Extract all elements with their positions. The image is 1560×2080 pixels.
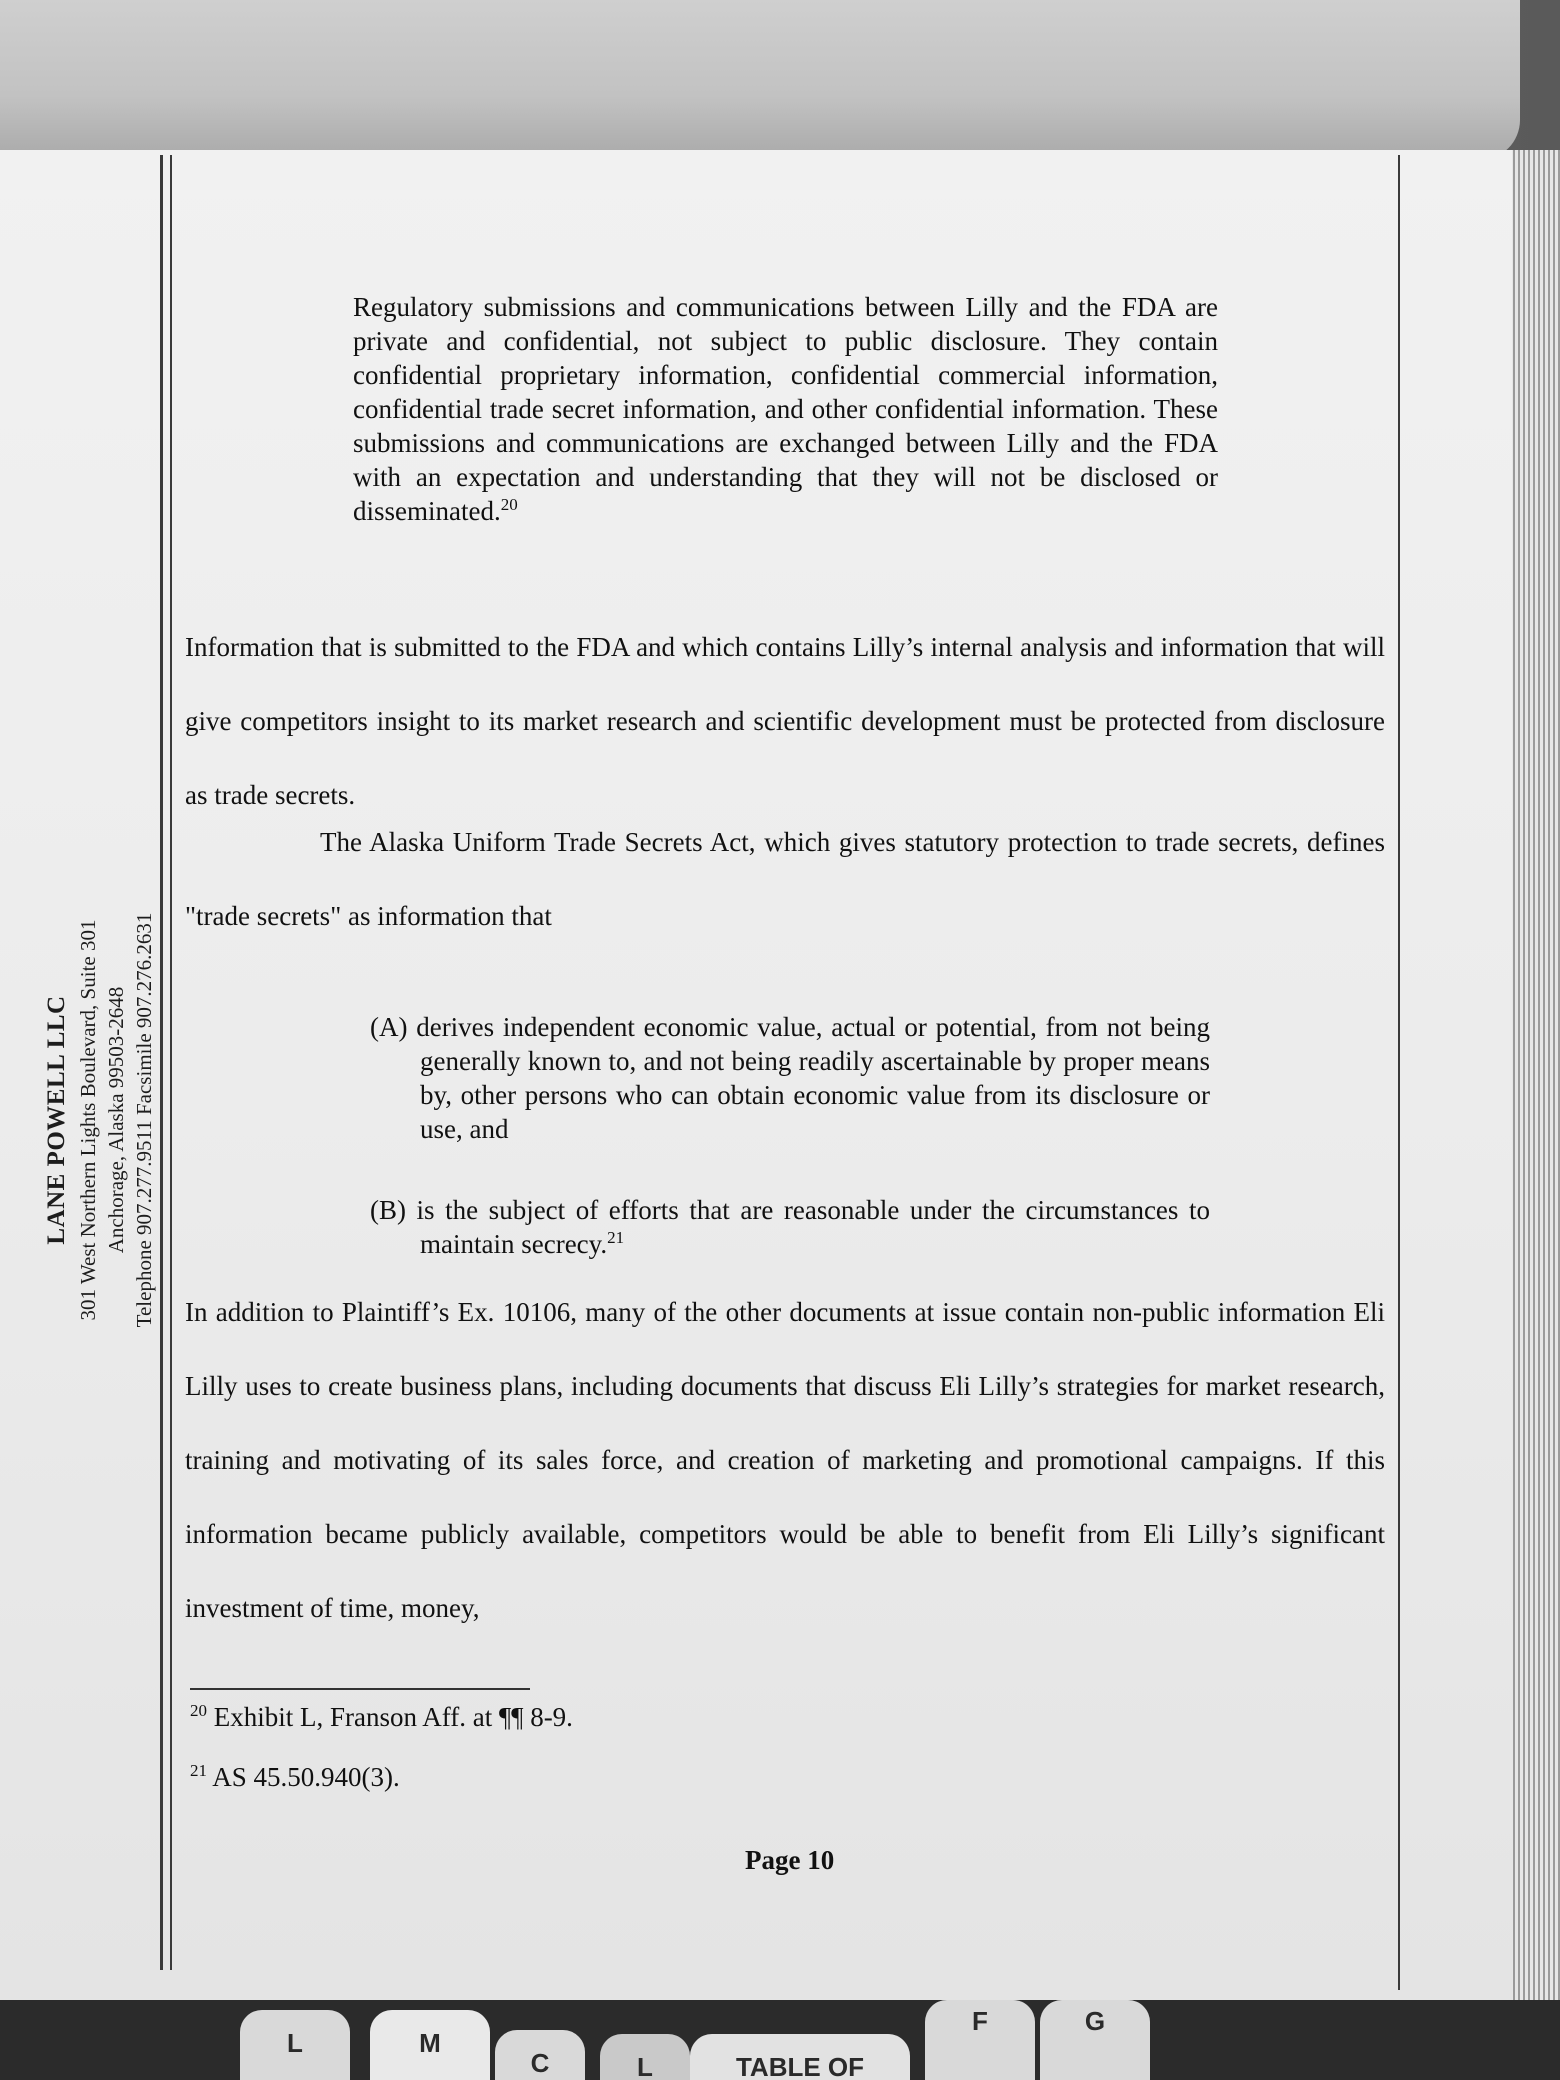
footnote-21-text: AS 45.50.940(3). [212, 1762, 400, 1792]
document-page [0, 150, 1512, 2005]
tab-l-second[interactable]: L [600, 2034, 690, 2080]
footnote-20-text: Exhibit L, Franson Aff. at ¶¶ 8-9. [213, 1702, 573, 1732]
tab-f[interactable]: F [925, 2000, 1035, 2080]
list-item-a-text: (A) derives independent economic value, actual or potential, from not being generally known to, and not being readily ascertainable by proper means by, other persons who can obtain economic value from its disclosure or use, and [370, 1012, 1210, 1144]
footnote-20 [190, 1702, 573, 1733]
firm-city: Anchorage, Alaska 99503-2648 [104, 986, 129, 1254]
footnote-separator [190, 1688, 530, 1690]
firm-letterhead [40, 880, 180, 1360]
list-item-a [370, 1010, 1210, 1146]
bleed-through-text [90, 38, 1410, 62]
paragraph-fda-info: Information that is submitted to the FDA and which contains Lilly’s internal analysis and information that will give competitors insight to its market research and scientific development must be protected from disclosure as trade secrets. [185, 632, 1385, 810]
footnote-21 [190, 1762, 400, 1793]
list-item-b [370, 1193, 1210, 1261]
right-margin-rule [1398, 155, 1400, 1990]
tab-l[interactable]: L [240, 2010, 350, 2080]
previous-page-curl [0, 0, 1520, 160]
firm-phones: Telephone 907.277.9511 Facsimile 907.276.2631 [132, 912, 157, 1328]
paragraph-business-plans: In addition to Plaintiff’s Ex. 10106, many of the other documents at issue contain non-public information Eli Lilly uses to create business plans, including documents that discuss Eli Lilly’s strategies for market research, training and motivating of its sales force, and creation of marketing and promotional campaigns. If this information became publicly available, competitors would be able to benefit from Eli Lilly’s significant investment of time, money, [185, 1297, 1385, 1623]
tab-g[interactable]: G [1040, 2000, 1150, 2080]
paragraph-trade-secrets-act: The Alaska Uniform Trade Secrets Act, which gives statutory protection to trade secrets, defines "trade secrets" as information that [185, 827, 1385, 931]
firm-address: 301 West Northern Lights Boulevard, Suite 301 [75, 919, 100, 1321]
footnote-ref-21: 21 [607, 1228, 625, 1247]
footnote-20-number: 20 [190, 1701, 207, 1720]
footnote-21-number: 21 [190, 1761, 207, 1780]
tab-c[interactable]: C [495, 2030, 585, 2080]
tab-m[interactable]: M [370, 2010, 490, 2080]
tab-table-of[interactable]: TABLE OF [690, 2034, 910, 2080]
firm-name: LANE POWELL LLC [43, 995, 70, 1245]
page-number: Page 10 [745, 1845, 835, 1875]
list-item-b-text: (B) is the subject of efforts that are reasonable under the circumstances to maintain secrecy. [370, 1195, 1210, 1259]
block-quote-text: Regulatory submissions and communications between Lilly and the FDA are private and confidential, not subject to public disclosure. They contain confidential proprietary information, confidential commercial information, confidential trade secret information, and other confidential information. These submissions and communications are exchanged between Lilly and the FDA with an expectation and understanding that they will not be disclosed or disseminated. [353, 292, 1218, 526]
footnote-ref-20: 20 [500, 495, 518, 514]
block-quote [353, 290, 1218, 528]
index-tabs [0, 2000, 1560, 2080]
